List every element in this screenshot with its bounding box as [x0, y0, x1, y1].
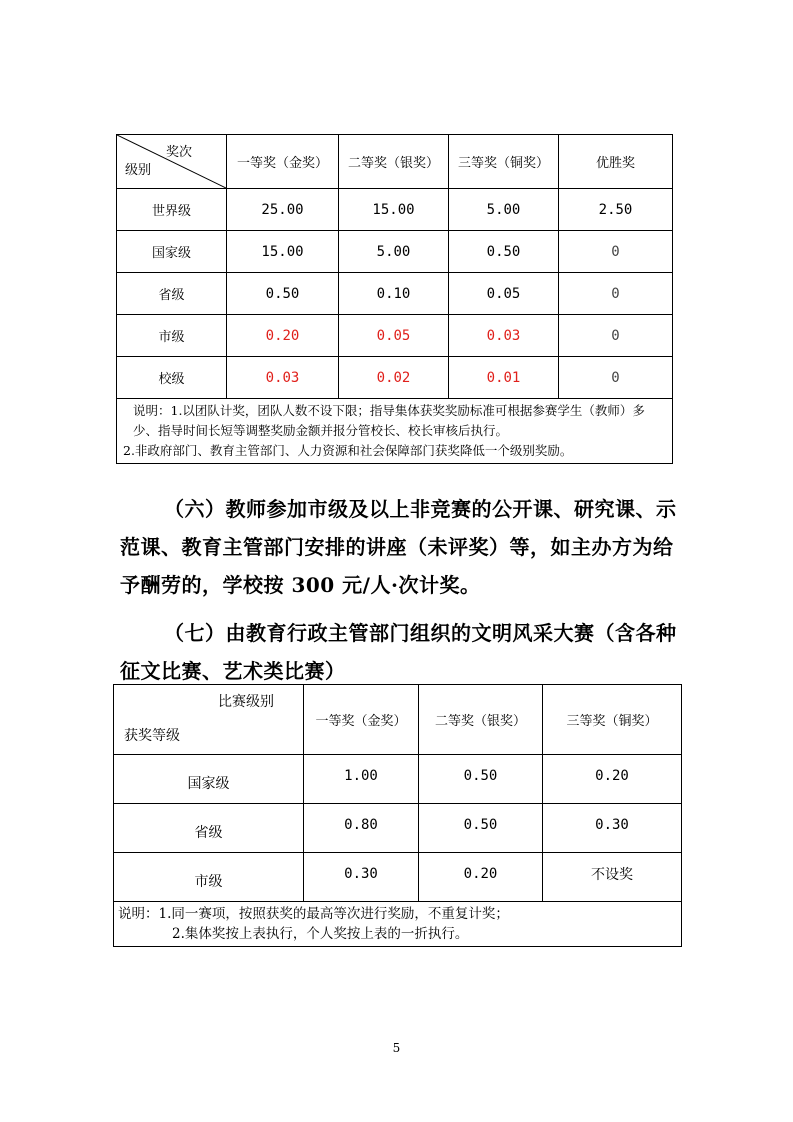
column-header: 三等奖（铜奖） — [449, 135, 559, 189]
table-cell: 不设奖 — [543, 853, 682, 902]
table-cell-highlighted: 0.01 — [449, 357, 559, 399]
table-cell-highlighted: 0.02 — [339, 357, 449, 399]
header-corner-cell — [114, 685, 304, 755]
header-corner-top: 奖次 — [165, 145, 192, 160]
note-line-2: 2.集体奖按上表执行，个人奖按上表的一折执行。 — [172, 926, 469, 942]
table-cell: 0.10 — [339, 273, 449, 315]
table-header-row — [114, 685, 682, 755]
column-header: 二等奖（银奖） — [339, 135, 449, 189]
column-header: 优胜奖 — [559, 135, 673, 189]
table-note-row — [114, 902, 682, 947]
header-corner-bottom: 获奖等级 — [124, 728, 180, 744]
table-cell: 25.00 — [227, 189, 339, 231]
table-header-row — [117, 135, 673, 189]
row-level: 省级 — [117, 273, 227, 315]
table-cell-highlighted: 0.03 — [449, 315, 559, 357]
column-header: 一等奖（金奖） — [227, 135, 339, 189]
header-corner-top: 比赛级别 — [218, 694, 274, 710]
note-line-1: 说明：1.以团队计奖，团队人数不设下限；指导集体获奖奖励标准可根据参赛学生（教师）多少、指导时间长短等调整奖励金额并报分管校长、校长审核后执行。 — [133, 403, 645, 438]
table-cell-highlighted: 0.20 — [227, 315, 339, 357]
table-cell: 0 — [559, 357, 673, 399]
award-table-competition — [116, 134, 673, 464]
table-row — [114, 804, 682, 853]
table-cell: 0.30 — [543, 804, 682, 853]
table-row — [117, 273, 673, 315]
table-cell: 5.00 — [449, 189, 559, 231]
table-row — [114, 853, 682, 902]
table-cell: 0.20 — [419, 853, 543, 902]
table-cell: 0.80 — [304, 804, 419, 853]
note-line-2: 2.非政府部门、教育主管部门、人力资源和社会保障部门获奖降低一个级别奖励。 — [123, 443, 573, 458]
table-cell: 0.05 — [449, 273, 559, 315]
page-number: 5 — [392, 1041, 401, 1055]
table-cell: 2.50 — [559, 189, 673, 231]
column-header: 二等奖（银奖） — [419, 685, 543, 755]
header-corner-cell — [117, 135, 227, 189]
table-cell: 1.00 — [304, 755, 419, 804]
note-line-1: 说明：1.同一赛项，按照获奖的最高等次进行奖励，不重复计奖； — [118, 906, 509, 922]
paragraph-six-text: （六）教师参加市级及以上非竞赛的公开课、研究课、示范课、教育主管部门安排的讲座（未评奖）等，如主办方为给予酬劳的，学校按 300 元/人·次计奖。 — [120, 497, 677, 597]
table-cell: 0.50 — [419, 755, 543, 804]
table-cell-highlighted: 0.03 — [227, 357, 339, 399]
paragraph-seven-text: （七）由教育行政主管部门组织的文明风采大赛（含各种征文比赛、艺术类比赛） — [120, 621, 677, 683]
row-level: 市级 — [114, 853, 304, 902]
paragraph-seven — [120, 614, 680, 690]
table-cell: 0 — [559, 273, 673, 315]
row-level: 国家级 — [114, 755, 304, 804]
paragraph-six — [120, 490, 680, 604]
row-level: 校级 — [117, 357, 227, 399]
table-cell: 15.00 — [339, 189, 449, 231]
table-note — [114, 902, 682, 947]
table-note — [117, 399, 673, 464]
table-row — [117, 315, 673, 357]
table-cell: 0 — [559, 315, 673, 357]
table-note-row — [117, 399, 673, 464]
row-level: 国家级 — [117, 231, 227, 273]
row-level: 市级 — [117, 315, 227, 357]
table-cell: 15.00 — [227, 231, 339, 273]
table-cell: 0.20 — [543, 755, 682, 804]
table-row — [117, 189, 673, 231]
header-corner-bottom: 级别 — [125, 163, 152, 178]
table-row — [117, 357, 673, 399]
table-row — [117, 231, 673, 273]
table-cell: 5.00 — [339, 231, 449, 273]
table-row — [114, 755, 682, 804]
row-level: 世界级 — [117, 189, 227, 231]
table-cell: 0 — [559, 231, 673, 273]
table-cell: 0.50 — [227, 273, 339, 315]
row-level: 省级 — [114, 804, 304, 853]
table-cell: 0.50 — [419, 804, 543, 853]
table-cell: 0.50 — [449, 231, 559, 273]
column-header: 三等奖（铜奖） — [543, 685, 682, 755]
award-table-civilization-contest — [113, 684, 682, 947]
table-cell-highlighted: 0.05 — [339, 315, 449, 357]
column-header: 一等奖（金奖） — [304, 685, 419, 755]
table-cell: 0.30 — [304, 853, 419, 902]
